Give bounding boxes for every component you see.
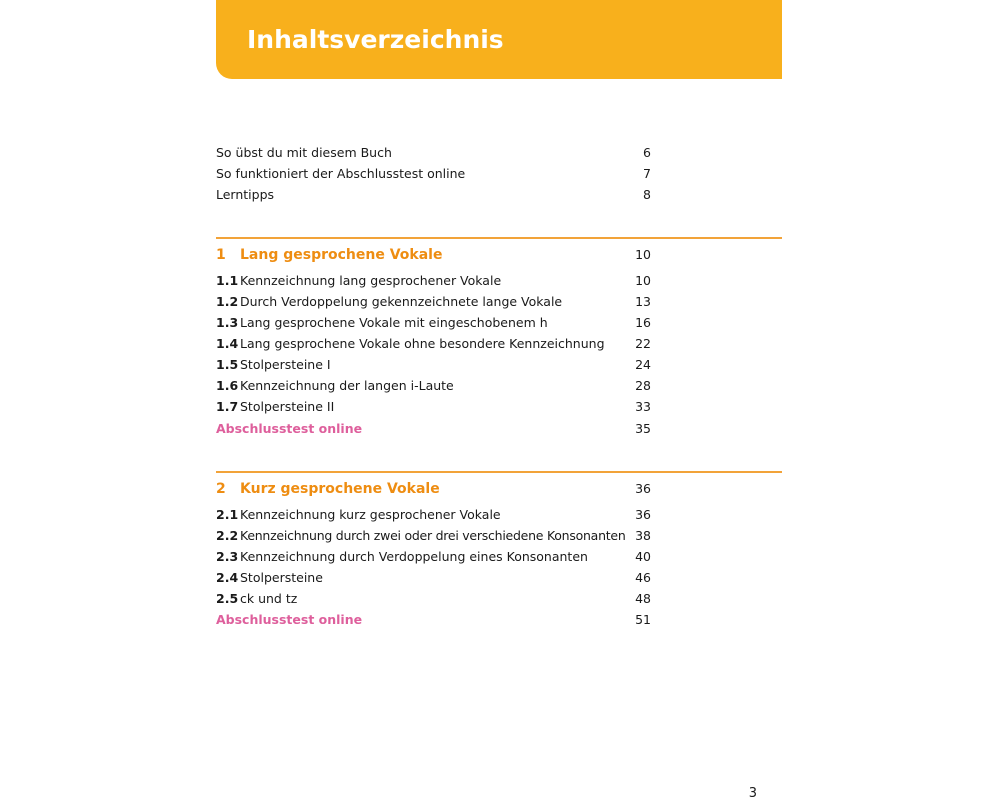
online-test-page: 51	[635, 612, 651, 627]
page-number: 3	[748, 786, 757, 800]
section-page: 24	[635, 357, 651, 372]
section-number: 1.1	[216, 273, 239, 288]
section-number: 2.3	[216, 549, 239, 564]
section-page: 36	[635, 507, 651, 522]
section-number: 2.4	[216, 570, 239, 585]
toc-section[interactable]	[216, 504, 651, 525]
toc-section[interactable]	[216, 396, 651, 417]
toc-section[interactable]	[216, 291, 651, 312]
section-number: 2.1	[216, 507, 239, 522]
chapter-heading[interactable]	[216, 243, 651, 267]
section-title: Stolpersteine	[240, 570, 323, 585]
section-title: Lang gesprochene Vokale mit eingeschobenem h	[240, 315, 548, 330]
toc-entry-intro[interactable]	[216, 184, 651, 205]
section-number: 1.2	[216, 294, 239, 309]
section-number: 1.5	[216, 357, 239, 372]
section-title: Kennzeichnung durch zwei oder drei verschiedene Konsonanten	[240, 528, 626, 543]
section-title: Kennzeichnung durch Verdoppelung eines Konsonanten	[240, 549, 588, 564]
section-title: Stolpersteine I	[240, 357, 331, 372]
section-number: 1.3	[216, 315, 239, 330]
toc-section[interactable]	[216, 333, 651, 354]
section-page: 22	[635, 336, 651, 351]
chapter-title: Lang gesprochene Vokale	[240, 247, 443, 263]
section-number: 2.5	[216, 591, 239, 606]
chapter-page: 36	[635, 481, 651, 496]
section-page: 38	[635, 528, 651, 543]
toc-section[interactable]	[216, 567, 651, 588]
online-test-link[interactable]	[216, 609, 651, 630]
section-page: 13	[635, 294, 651, 309]
toc-entry-page: 7	[643, 166, 651, 181]
chapter-number: 1	[216, 247, 226, 263]
chapter-divider	[216, 237, 782, 239]
toc-section[interactable]	[216, 354, 651, 375]
section-title: Kennzeichnung lang gesprochener Vokale	[240, 273, 502, 288]
toc-section[interactable]	[216, 312, 651, 333]
section-number: 1.7	[216, 399, 239, 414]
section-title: Lang gesprochene Vokale ohne besondere Kennzeichnung	[240, 336, 605, 351]
toc-section[interactable]	[216, 588, 651, 609]
toc-entry-page: 6	[643, 145, 651, 160]
section-page: 33	[635, 399, 651, 414]
section-title: Kennzeichnung der langen i-Laute	[240, 378, 454, 393]
chapter-page: 10	[635, 247, 651, 262]
toc-entry-intro[interactable]	[216, 163, 651, 184]
chapter-heading[interactable]	[216, 477, 651, 501]
online-test-label: Abschlusstest online	[216, 612, 363, 627]
toc-section[interactable]	[216, 375, 651, 396]
toc-entry-title: Lerntipps	[216, 187, 275, 202]
section-number: 1.6	[216, 378, 239, 393]
section-title: Kennzeichnung kurz gesprochener Vokale	[240, 507, 501, 522]
section-title: ck und tz	[240, 591, 298, 606]
section-page: 40	[635, 549, 651, 564]
section-page: 10	[635, 273, 651, 288]
toc-entry-title: So übst du mit diesem Buch	[216, 145, 392, 160]
toc-section[interactable]	[216, 270, 651, 291]
online-test-link[interactable]	[216, 418, 651, 439]
toc-section[interactable]	[216, 525, 651, 546]
section-page: 28	[635, 378, 651, 393]
toc-entry-page: 8	[643, 187, 651, 202]
chapter-divider	[216, 471, 782, 473]
chapter-title: Kurz gesprochene Vokale	[240, 481, 440, 497]
chapter-number: 2	[216, 481, 226, 497]
toc-section[interactable]	[216, 546, 651, 567]
toc-entry-intro[interactable]	[216, 142, 651, 163]
online-test-page: 35	[635, 421, 651, 436]
section-number: 2.2	[216, 528, 239, 543]
toc-entry-title: So funktioniert der Abschlusstest online	[216, 166, 466, 181]
page-title: Inhaltsverzeichnis	[247, 25, 504, 54]
title-banner	[216, 0, 782, 79]
section-page: 46	[635, 570, 651, 585]
section-number: 1.4	[216, 336, 239, 351]
section-title: Stolpersteine II	[240, 399, 335, 414]
section-page: 16	[635, 315, 651, 330]
section-title: Durch Verdoppelung gekennzeichnete lange Vokale	[240, 294, 563, 309]
online-test-label: Abschlusstest online	[216, 421, 363, 436]
section-page: 48	[635, 591, 651, 606]
